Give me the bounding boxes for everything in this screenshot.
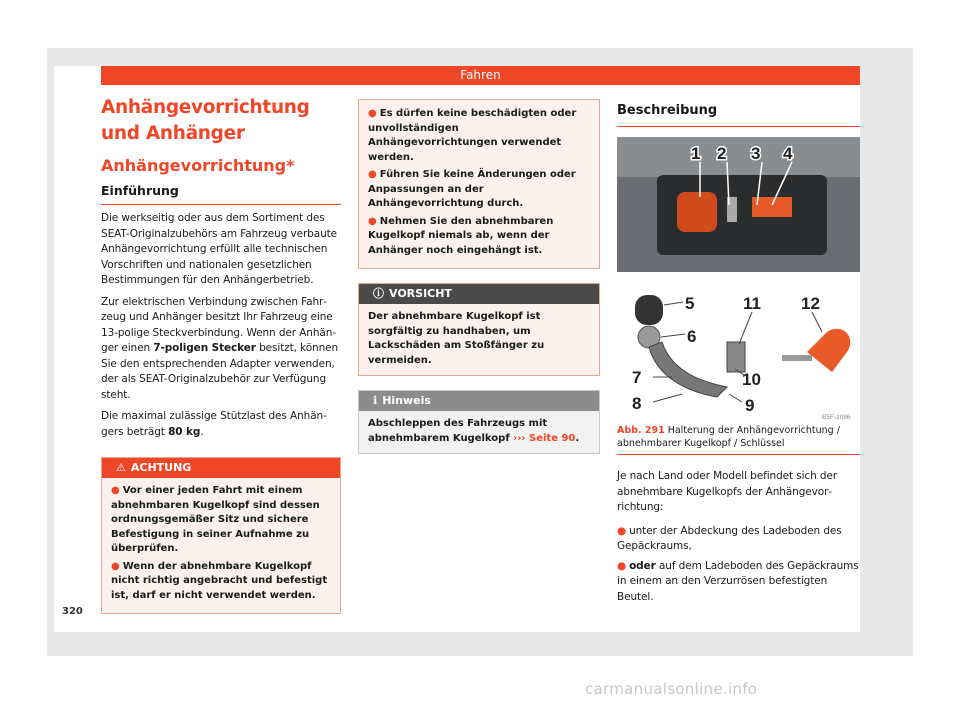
paragraph-connector: Zur elektrischen Verbindung zwischen Fahrzeug und Anhänger besitzt Ihr Fahrzeug eine 13-polige Steckverbindung. Wenn der Anhänger einen 7-poligen Stecker besitzt, können Sie den entsprechenden Adapter verwenden, der als SEAT-Originalzubehör zur Verfügung steht. bbox=[101, 295, 339, 401]
figure-label-9: 9 bbox=[745, 396, 755, 415]
tow-hitch-illustration bbox=[617, 137, 860, 422]
caution-box bbox=[358, 283, 600, 376]
figure-label-7: 7 bbox=[632, 368, 642, 387]
figure-label-3: 3 bbox=[751, 144, 761, 163]
figure-code: B5F-1086 bbox=[822, 414, 851, 421]
figure-label-1: 1 bbox=[691, 144, 701, 163]
warning-item: ● Es dürfen keine beschädigten oder unvollständigen Anhängevorrichtungen verwendet werden. bbox=[368, 108, 577, 163]
section-header: Fahren bbox=[101, 66, 860, 85]
figure-label-10: 10 bbox=[742, 370, 761, 389]
warning-body-continued bbox=[359, 100, 599, 268]
figure-label-11: 11 bbox=[743, 294, 761, 313]
warning-triangle-icon: ⚠ bbox=[116, 461, 126, 474]
warning-body bbox=[102, 478, 340, 613]
warning-header: ⚠ ACHTUNG bbox=[102, 458, 340, 478]
note-header: ℹ Hinweis bbox=[359, 391, 599, 411]
note-body: Abschleppen des Fahrzeugs mit abnehmbarem Kugelkopf ››› Seite 90. bbox=[368, 418, 580, 444]
info-circle-icon: ⓘ bbox=[373, 287, 384, 300]
figure-label-2: 2 bbox=[717, 144, 727, 163]
warning-item: ● Vor einer jeden Fahrt mit einem abnehmbaren Kugelkopf sind dessen ordnungsgemäßer Sitz und sichere Befestigung in seiner Aufnahme zu überprüfen. bbox=[111, 485, 320, 554]
warning-item: ● Führen Sie keine Änderungen oder Anpassungen an der Anhängevorrichtung durch. bbox=[368, 169, 576, 209]
figure-tow-hitch bbox=[617, 137, 860, 422]
subsection-title: Einführung bbox=[101, 183, 341, 205]
warning-box-continued bbox=[358, 99, 600, 269]
figure-label-12: 12 bbox=[801, 294, 820, 313]
list-item: ● unter der Abdeckung des Ladeboden des Gepäckraums, bbox=[617, 524, 842, 552]
figure-label-8: 8 bbox=[632, 394, 642, 413]
paragraph-load: Die maximal zulässige Stützlast des Anhängers beträgt 80 kg. bbox=[101, 410, 327, 438]
list-item: ● oder auf dem Ladeboden des Gepäckraums in einem an den Verzurrösen befestigten Beutel. bbox=[617, 559, 859, 603]
caution-header: ⓘ VORSICHT bbox=[359, 284, 599, 304]
section-title: Anhängevorrichtung* bbox=[101, 156, 295, 175]
page-reference-link[interactable]: ››› Seite 90 bbox=[513, 432, 576, 444]
column-left bbox=[101, 95, 341, 614]
page-number: 320 bbox=[62, 606, 83, 617]
warning-item: ● Wenn der abnehmbare Kugelkopf nicht richtig angebracht und befestigt ist, darf er nicht verwendet werden. bbox=[111, 560, 328, 601]
chapter-title: Anhängevorrichtung und Anhänger bbox=[101, 97, 310, 144]
warning-item: ● Nehmen Sie den abnehmbaren Kugelkopf niemals ab, wenn der Anhänger noch eingehängt ist. bbox=[368, 215, 554, 256]
description-title: Beschreibung bbox=[617, 103, 860, 127]
figure-caption: Abb. 291 Halterung der Anhängevorrichtung / abnehmbarer Kugelkopf / Schlüssel bbox=[617, 425, 860, 455]
paragraph-location: Je nach Land oder Modell befindet sich der abnehmbare Kugelkopfs der Anhängevorrichtung: bbox=[617, 470, 838, 513]
column-right bbox=[617, 101, 860, 605]
watermark: carmanualsonline.info bbox=[585, 680, 758, 698]
warning-box bbox=[101, 457, 341, 614]
paragraph-intro: Die werkseitig oder aus dem Sortiment des SEAT-Originalzubehörs am Fahrzeug verbaute Anhängevorrichtung erfüllt alle technischen Vorschriften und nationalen gesetzlichen Bestimmungen für den Anhängerbetrieb. bbox=[101, 212, 338, 286]
figure-label-5: 5 bbox=[685, 294, 695, 313]
figure-label-4: 4 bbox=[783, 144, 793, 163]
column-middle bbox=[358, 99, 600, 454]
info-square-icon: ℹ bbox=[373, 394, 378, 407]
note-box bbox=[358, 390, 600, 454]
figure-label-6: 6 bbox=[687, 327, 697, 346]
caution-body: Der abnehmbare Kugelkopf ist sorgfältig zu handhaben, um Lackschäden am Stoßfänger zu vermeiden. bbox=[368, 311, 545, 366]
